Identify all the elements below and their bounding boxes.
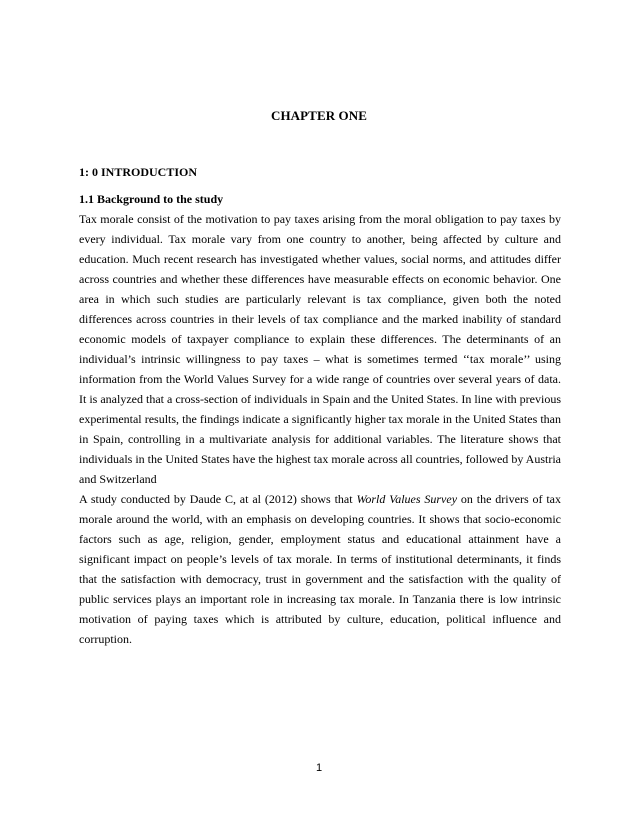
paragraph-2 — [79, 489, 561, 649]
chapter-title: CHAPTER ONE — [270, 108, 368, 123]
section-heading: 1: 0 INTRODUCTION — [79, 165, 198, 179]
paragraph-2-italic-title: World Values Survey — [356, 492, 458, 506]
paragraph-2-text-start: A study conducted by Daude C, at al (2012) shows that — [79, 492, 357, 506]
page-number: 1 — [315, 762, 323, 774]
body-text — [79, 189, 561, 649]
subsection-heading: 1.1 Background to the study — [79, 192, 224, 206]
paragraph-1: Tax morale consist of the motivation to pay taxes arising from the moral obligation to pay taxes by every individual. Tax morale vary from one country to another, being affected by culture and education. Much recent research has investigated whether values, social norms, and attitudes differ across countries and whether these differences have measurable effects on economic behavior. One area in which such studies are particularly relevant is tax compliance, given both the noted differences across countries in their levels of tax compliance and the marked inability of standard economic models of taxpayer compliance to explain these differences. The determinants of an individual’s intrinsic willingness to pay taxes – what is sometimes termed ‘‘tax morale’’ using information from the World Values Survey for a wide range of countries over several years of data. It is analyzed that a cross-section of individuals in Spain and the United States. In line with previous experimental results, the findings indicate a significantly higher tax morale in the United States than in Spain, controlling in a multivariate analysis for additional variables. The literature shows that individuals in the United States have the highest tax morale across all countries, followed by Austria and Switzerland — [79, 212, 561, 486]
paragraph-2-text-end: on the drivers of tax morale around the world, with an emphasis on developing countries. It shows that socio-economic factors such as age, religion, gender, employment status and educational attainment have a significant impact on people’s levels of tax morale. In terms of institutional determinants, it finds that the satisfaction with democracy, trust in government and the satisfaction with the quality of public services plays an important role in increasing tax morale. In Tanzania there is low intrinsic motivation of paying taxes which is attributed by culture, education, political influence and corruption. — [79, 492, 561, 646]
